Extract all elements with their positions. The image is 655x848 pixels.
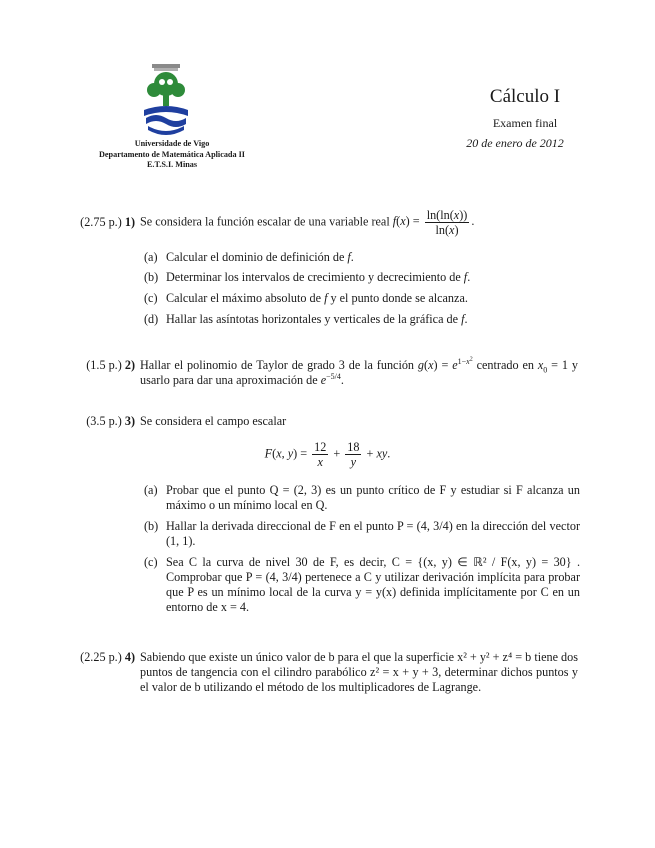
sub-item	[144, 519, 580, 549]
course-title: Cálculo I	[489, 86, 561, 107]
problem-text: Sabiendo que existe un único valor de b para el que la superficie x² + y² + z⁴ = b tiene dos puntos de tangencia con el cilindro parabólico z² = x + y + 3, determinar dichos puntos y el valor de b utilizando el método de los multiplicadores de Lagrange.	[140, 650, 578, 694]
sub-item-text: Calcular el dominio de definición de	[166, 250, 345, 264]
problem-points: (3.5 p.)	[86, 414, 122, 428]
problem-text: Se considera la función escalar de una variable real	[140, 214, 390, 229]
sub-item-label: (d)	[144, 312, 159, 326]
problem-points: (2.25 p.)	[80, 650, 122, 664]
sub-item-label: (c)	[144, 291, 158, 305]
problem-number: 3)	[124, 414, 135, 428]
problem-points: (1.5 p.)	[86, 358, 122, 372]
university-name: Universidade de Vigo	[134, 139, 210, 148]
exam-page: Universidade de Vigo Departamento de Matemática Aplicada II E.T.S.I. Minas Cálculo I Examen final 20 de enero de 2012 (2.75 p.) 1) Se considera la función escalar de una variable real f(x) = $\frac{\ln(\ln(x))}{\ln(x)}$ . (a) Calcular el dominio de definición de f. (b) Determinar los intervalos de crecimiento y decrecimiento de f. (c) Calcular el máximo absoluto de f y el punto donde se alcanza. (d) Hallar las asíntotas horizontales y verticales de la gráfica de f. (1.5 p.) 2) Hallar el polinomio de Taylor de grado 3 de la función $g(x) = e^{1-x^2}$ centrado en $x_0 = 1$ y usarlo para dar una aproximación de $e^{-5/4}$. (3.5 p.) 3) Se considera el campo escalar F(x, y) = $\frac{12}{x}$ + $\frac{18}{y}$ + xy. (a) Probar que el punto Q = (2, 3) es un punto crítico de F y estudiar si F alcanza un máximo o un mínimo local en Q. (b) Hallar la derivada direccional de F en el punto P = (4, 3/4) en la dirección del vector (1, 1). (c) Sea C la curva de nivel 30 de F, es decir, C = {(x, y) ∈ ℝ² / F(x, y) = 30} . Comprobar que P = (4, 3/4) pertenece a C y utilizar derivación implícita para probar que P es un mínimo local de la curva y = y(x) definida implícitamente por C en un entorno de x = 4. (2.25 p.) 4) Sabiendo que existe un único valor de b para el que la superficie x² + y² + z⁴ = b tiene dos puntos de tangencia con el cilindro parabólico z² = x + y + 3, determinar dichos puntos y el valor de b utilizando el método de los multiplicadores de Lagrange.	[0, 0, 655, 848]
problem-number: 4)	[124, 650, 135, 664]
department-name: Departamento de Matemática Aplicada II	[99, 149, 245, 159]
institution-block	[80, 139, 264, 171]
sub-item	[144, 483, 580, 513]
problem-text: y usarlo para dar una aproximación de	[140, 358, 579, 387]
problem-number: 2)	[124, 358, 135, 372]
sub-item-text: Sea C la curva de nivel 30 de F, es decir, C = {(x, y) ∈ ℝ² / F(x, y) = 30} . Comprobar que P = (4, 3/4) pertenece a C y utilizar derivación implícita para probar que P es un mínimo local de la curva y = y(x) definida implícitamente por C en un entorno de x = 4.	[166, 555, 580, 614]
sub-item: (d) Hallar las asíntotas horizontales y verticales de la gráfica de f.	[144, 312, 468, 326]
sub-item-text: Hallar la derivada direccional de F en el punto P = (4, 3/4) en la dirección del vector (1, 1).	[166, 519, 580, 548]
sub-item-label: (b)	[144, 519, 159, 533]
sub-item-label: (b)	[144, 270, 159, 284]
sub-item-label: (c)	[144, 555, 158, 569]
sub-item-text: y el punto donde se alcanza.	[330, 291, 468, 305]
problem-number: 1)	[124, 215, 135, 229]
sub-item: (c) Calcular el máximo absoluto de f y el punto donde se alcanza.	[144, 291, 468, 305]
problem-text: centrado en	[476, 358, 534, 372]
university-logo	[140, 62, 192, 138]
sub-item-label: (a)	[144, 483, 158, 497]
exam-date: 20 de enero de 2012	[466, 136, 564, 150]
scalar-field-formula: F(x, y) = $\frac{12}{x}$ + $\frac{18}{y}$ + xy.	[264, 440, 391, 469]
problem-points: (2.75 p.)	[80, 215, 122, 229]
function-formula: f(x) = $\frac{\ln(\ln(x))}{\ln(x)}$ .	[392, 208, 475, 237]
sub-item-text: Calcular el máximo absoluto de	[166, 291, 322, 305]
problem-text: Se considera el campo escalar	[140, 414, 287, 428]
sub-item: (b) Determinar los intervalos de crecimiento y decrecimiento de f.	[144, 270, 471, 284]
sub-item-text: Determinar los intervalos de crecimiento y decrecimiento de	[166, 270, 461, 284]
sub-item	[144, 555, 580, 615]
problem-text: Hallar el polinomio de Taylor de grado 3 de la función	[140, 358, 415, 372]
sub-item-text: Hallar las asíntotas horizontales y verticales de la gráfica de	[166, 312, 459, 326]
sub-item: (a) Calcular el dominio de definición de f.	[144, 250, 354, 264]
school-name: E.T.S.I. Minas	[146, 160, 198, 169]
sub-item-text: Probar que el punto Q = (2, 3) es un punto crítico de F y estudiar si F alcanza un máximo o un mínimo local en Q.	[166, 483, 580, 512]
exam-type: Examen final	[492, 116, 558, 130]
sub-item-label: (a)	[144, 250, 158, 264]
